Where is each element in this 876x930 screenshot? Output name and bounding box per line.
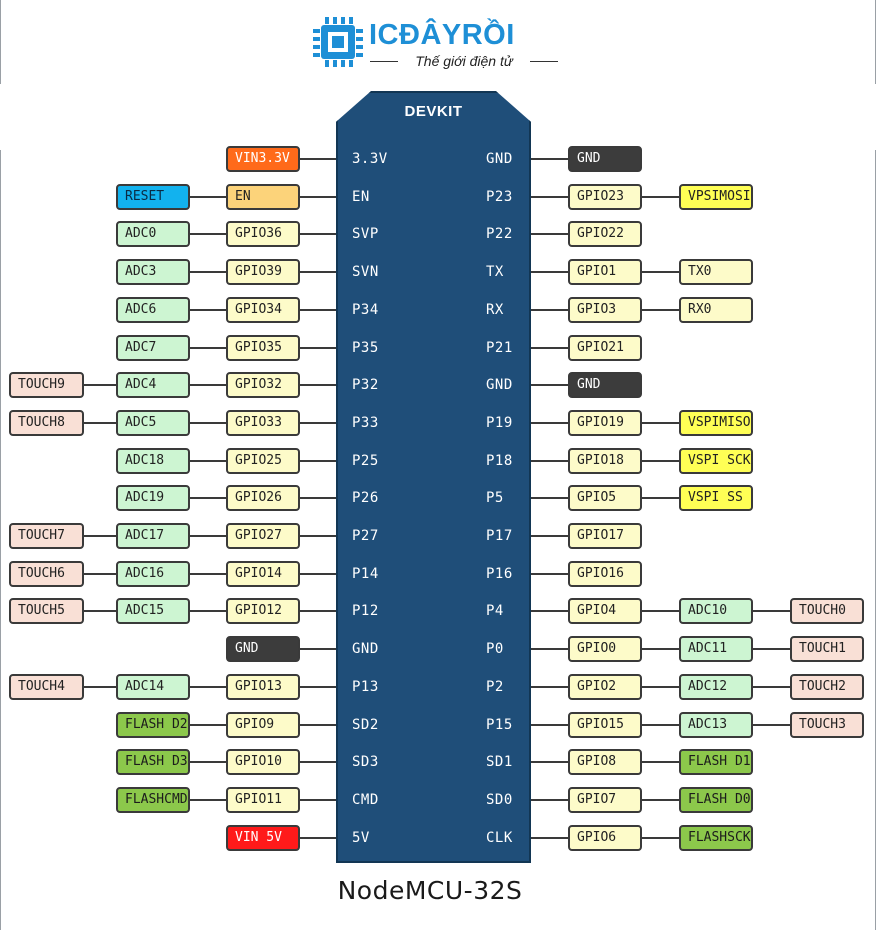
- pin-label-vin-5v: VIN 5V: [226, 825, 300, 851]
- pin-label-adc4: ADC4: [116, 372, 190, 398]
- board-pin-left-p25: P25: [352, 453, 379, 469]
- pin-wire: [642, 271, 679, 273]
- pin-label-adc15: ADC15: [116, 598, 190, 624]
- pin-label-gpio15: GPIO15: [568, 712, 642, 738]
- pin-wire: [531, 422, 568, 424]
- pin-wire: [531, 497, 568, 499]
- pin-wire: [531, 158, 568, 160]
- pin-wire: [753, 610, 790, 612]
- board-model-name: NodeMCU-32S: [337, 876, 523, 905]
- board-pin-left-svp: SVP: [352, 226, 379, 242]
- pin-wire: [190, 686, 226, 688]
- pin-wire: [300, 384, 336, 386]
- tagline-rule-left: [370, 61, 398, 62]
- pin-wire: [642, 648, 679, 650]
- pin-wire: [531, 837, 568, 839]
- pin-wire: [531, 799, 568, 801]
- board-pin-right-p21: P21: [486, 340, 513, 356]
- pin-label-flash-d0: FLASH D0: [679, 787, 753, 813]
- brand-name: ICĐÂYRỒI: [369, 19, 515, 51]
- pin-wire: [190, 347, 226, 349]
- pin-label-gpio6: GPIO6: [568, 825, 642, 851]
- pin-wire: [300, 837, 336, 839]
- pin-label-adc0: ADC0: [116, 221, 190, 247]
- pin-wire: [531, 196, 568, 198]
- board-pin-left-sd2: SD2: [352, 717, 379, 733]
- pin-label-gpio27: GPIO27: [226, 523, 300, 549]
- pin-wire: [300, 196, 336, 198]
- pin-label-gpio10: GPIO10: [226, 749, 300, 775]
- pin-label-gpio7: GPIO7: [568, 787, 642, 813]
- pin-wire: [531, 648, 568, 650]
- pin-label-adc6: ADC6: [116, 297, 190, 323]
- pin-label-vspimiso: VSPIMISO: [679, 410, 753, 436]
- board-pin-left-sd3: SD3: [352, 754, 379, 770]
- devkit-board: [336, 91, 531, 863]
- pin-label-adc13: ADC13: [679, 712, 753, 738]
- board-pin-left-5v: 5V: [352, 830, 370, 846]
- pin-label-gpio1: GPIO1: [568, 259, 642, 285]
- pin-label-touch4: TOUCH4: [9, 674, 84, 700]
- pin-label-adc5: ADC5: [116, 410, 190, 436]
- board-pin-right-p22: P22: [486, 226, 513, 242]
- brand-logo: [312, 14, 562, 74]
- pin-label-gpio36: GPIO36: [226, 221, 300, 247]
- pin-wire: [642, 610, 679, 612]
- pin-label-gpio8: GPIO8: [568, 749, 642, 775]
- pin-wire: [190, 497, 226, 499]
- pin-wire: [300, 158, 336, 160]
- board-pin-right-p16: P16: [486, 566, 513, 582]
- board-pin-right-p2: P2: [486, 679, 504, 695]
- pin-label-flash-d1: FLASH D1: [679, 749, 753, 775]
- chip-icon: [312, 16, 364, 68]
- pin-label-gpio11: GPIO11: [226, 787, 300, 813]
- board-pin-right-p4: P4: [486, 603, 504, 619]
- board-pin-left-en: EN: [352, 189, 370, 205]
- board-pin-right-rx: RX: [486, 302, 504, 318]
- pin-label-gpio2: GPIO2: [568, 674, 642, 700]
- pin-wire: [84, 535, 116, 537]
- board-pin-right-clk: CLK: [486, 830, 513, 846]
- pin-label-adc12: ADC12: [679, 674, 753, 700]
- pin-label-gpio32: GPIO32: [226, 372, 300, 398]
- pin-wire: [300, 686, 336, 688]
- pin-wire: [190, 309, 226, 311]
- pin-label-gpio17: GPIO17: [568, 523, 642, 549]
- pin-label-gpio34: GPIO34: [226, 297, 300, 323]
- pin-wire: [300, 309, 336, 311]
- pin-label-touch2: TOUCH2: [790, 674, 864, 700]
- pin-label-gpio19: GPIO19: [568, 410, 642, 436]
- pin-wire: [190, 610, 226, 612]
- pin-wire: [642, 686, 679, 688]
- pin-label-gpio35: GPIO35: [226, 335, 300, 361]
- pin-label-gpio4: GPIO4: [568, 598, 642, 624]
- board-pin-left-p35: P35: [352, 340, 379, 356]
- pin-wire: [753, 648, 790, 650]
- frame-edge-left-top: [0, 0, 1, 84]
- pin-wire: [300, 724, 336, 726]
- board-pin-right-tx: TX: [486, 264, 504, 280]
- pin-wire: [190, 535, 226, 537]
- pin-wire: [190, 233, 226, 235]
- board-pin-right-p17: P17: [486, 528, 513, 544]
- pin-wire: [642, 460, 679, 462]
- pin-wire: [300, 610, 336, 612]
- pin-wire: [84, 573, 116, 575]
- pin-label-gpio16: GPIO16: [568, 561, 642, 587]
- pin-label-flashcmd: FLASHCMD: [116, 787, 190, 813]
- pin-wire: [300, 422, 336, 424]
- pin-label-adc18: ADC18: [116, 448, 190, 474]
- board-pin-right-sd0: SD0: [486, 792, 513, 808]
- pin-wire: [753, 686, 790, 688]
- pin-label-adc19: ADC19: [116, 485, 190, 511]
- pin-label-adc14: ADC14: [116, 674, 190, 700]
- pin-wire: [531, 233, 568, 235]
- pin-wire: [300, 271, 336, 273]
- pin-wire: [531, 271, 568, 273]
- pin-wire: [300, 497, 336, 499]
- pin-wire: [531, 610, 568, 612]
- pin-label-adc7: ADC7: [116, 335, 190, 361]
- pin-label-touch7: TOUCH7: [9, 523, 84, 549]
- pin-wire: [642, 799, 679, 801]
- pin-wire: [300, 573, 336, 575]
- pin-label-flashsck: FLASHSCK: [679, 825, 753, 851]
- pin-label-gpio18: GPIO18: [568, 448, 642, 474]
- pin-wire: [84, 610, 116, 612]
- pin-label-flash-d3: FLASH D3: [116, 749, 190, 775]
- pin-label-gpio3: GPIO3: [568, 297, 642, 323]
- pin-wire: [531, 347, 568, 349]
- board-pin-left-p32: P32: [352, 377, 379, 393]
- board-pin-left-p26: P26: [352, 490, 379, 506]
- pin-label-touch1: TOUCH1: [790, 636, 864, 662]
- pin-wire: [531, 724, 568, 726]
- pin-label-gpio25: GPIO25: [226, 448, 300, 474]
- pin-label-gpio39: GPIO39: [226, 259, 300, 285]
- pin-label-gnd: GND: [568, 146, 642, 172]
- board-pin-right-p0: P0: [486, 641, 504, 657]
- pin-label-touch8: TOUCH8: [9, 410, 84, 436]
- pin-label-vspi-ss: VSPI SS: [679, 485, 753, 511]
- pin-wire: [300, 460, 336, 462]
- pin-wire: [190, 724, 226, 726]
- pin-label-gpio26: GPIO26: [226, 485, 300, 511]
- board-pin-right-p5: P5: [486, 490, 504, 506]
- pin-wire: [531, 573, 568, 575]
- board-pin-left-3-3v: 3.3V: [352, 151, 388, 167]
- pin-label-adc10: ADC10: [679, 598, 753, 624]
- board-pin-right-sd1: SD1: [486, 754, 513, 770]
- board-pin-left-svn: SVN: [352, 264, 379, 280]
- pin-wire: [642, 761, 679, 763]
- board-pin-right-p15: P15: [486, 717, 513, 733]
- pin-wire: [642, 422, 679, 424]
- board-pin-right-p23: P23: [486, 189, 513, 205]
- pin-label-vin3-3v: VIN3.3V: [226, 146, 300, 172]
- board-pin-right-gnd: GND: [486, 151, 513, 167]
- pin-wire: [300, 233, 336, 235]
- pin-wire: [84, 422, 116, 424]
- brand-tagline: Thế giới điện tử: [415, 53, 513, 69]
- pin-wire: [190, 799, 226, 801]
- pin-wire: [190, 196, 226, 198]
- board-pin-left-p33: P33: [352, 415, 379, 431]
- pin-wire: [300, 648, 336, 650]
- board-title: DEVKIT: [404, 103, 463, 120]
- pin-label-adc3: ADC3: [116, 259, 190, 285]
- tagline-rule-right: [530, 61, 558, 62]
- pin-wire: [190, 384, 226, 386]
- pin-label-adc17: ADC17: [116, 523, 190, 549]
- pin-wire: [84, 686, 116, 688]
- pin-label-adc16: ADC16: [116, 561, 190, 587]
- board-pin-left-p13: P13: [352, 679, 379, 695]
- pin-label-gpio0: GPIO0: [568, 636, 642, 662]
- frame-edge-left: [0, 150, 1, 930]
- pin-wire: [531, 309, 568, 311]
- board-pin-left-p27: P27: [352, 528, 379, 544]
- pin-label-gnd: GND: [568, 372, 642, 398]
- brand-tagline-row: [370, 52, 558, 70]
- pin-wire: [300, 535, 336, 537]
- pin-label-gpio13: GPIO13: [226, 674, 300, 700]
- pin-wire: [190, 573, 226, 575]
- pin-wire: [642, 196, 679, 198]
- pin-label-flash-d2: FLASH D2: [116, 712, 190, 738]
- pin-label-gpio33: GPIO33: [226, 410, 300, 436]
- pin-wire: [642, 837, 679, 839]
- pin-wire: [531, 761, 568, 763]
- pin-wire: [531, 535, 568, 537]
- pin-wire: [300, 347, 336, 349]
- pin-label-touch9: TOUCH9: [9, 372, 84, 398]
- pin-label-gpio5: GPIO5: [568, 485, 642, 511]
- pin-label-gpio22: GPIO22: [568, 221, 642, 247]
- pin-label-gnd: GND: [226, 636, 300, 662]
- board-pin-right-gnd: GND: [486, 377, 513, 393]
- pin-label-gpio12: GPIO12: [226, 598, 300, 624]
- pin-wire: [531, 686, 568, 688]
- board-pin-right-p19: P19: [486, 415, 513, 431]
- board-pin-left-cmd: CMD: [352, 792, 379, 808]
- pin-wire: [531, 460, 568, 462]
- pin-wire: [190, 422, 226, 424]
- pin-wire: [642, 309, 679, 311]
- pin-wire: [642, 497, 679, 499]
- board-pin-right-p18: P18: [486, 453, 513, 469]
- board-pin-left-p14: P14: [352, 566, 379, 582]
- pin-label-gpio23: GPIO23: [568, 184, 642, 210]
- pin-label-tx0: TX0: [679, 259, 753, 285]
- pin-label-touch6: TOUCH6: [9, 561, 84, 587]
- pin-label-en: EN: [226, 184, 300, 210]
- pin-wire: [190, 271, 226, 273]
- pin-wire: [190, 761, 226, 763]
- pin-wire: [300, 761, 336, 763]
- pin-wire: [753, 724, 790, 726]
- pin-label-reset: RESET: [116, 184, 190, 210]
- board-pin-left-p34: P34: [352, 302, 379, 318]
- pin-label-rx0: RX0: [679, 297, 753, 323]
- pin-label-adc11: ADC11: [679, 636, 753, 662]
- pin-label-gpio14: GPIO14: [226, 561, 300, 587]
- pin-label-touch3: TOUCH3: [790, 712, 864, 738]
- pin-label-vspi-sck: VSPI SCK: [679, 448, 753, 474]
- pin-label-touch0: TOUCH0: [790, 598, 864, 624]
- pin-label-gpio21: GPIO21: [568, 335, 642, 361]
- board-pin-left-gnd: GND: [352, 641, 379, 657]
- pin-wire: [642, 724, 679, 726]
- pin-label-touch5: TOUCH5: [9, 598, 84, 624]
- pin-label-vpsimosi: VPSIMOSI: [679, 184, 753, 210]
- pin-wire: [190, 460, 226, 462]
- board-pin-left-p12: P12: [352, 603, 379, 619]
- pin-label-gpio9: GPIO9: [226, 712, 300, 738]
- pin-wire: [84, 384, 116, 386]
- pin-wire: [531, 384, 568, 386]
- pin-wire: [300, 799, 336, 801]
